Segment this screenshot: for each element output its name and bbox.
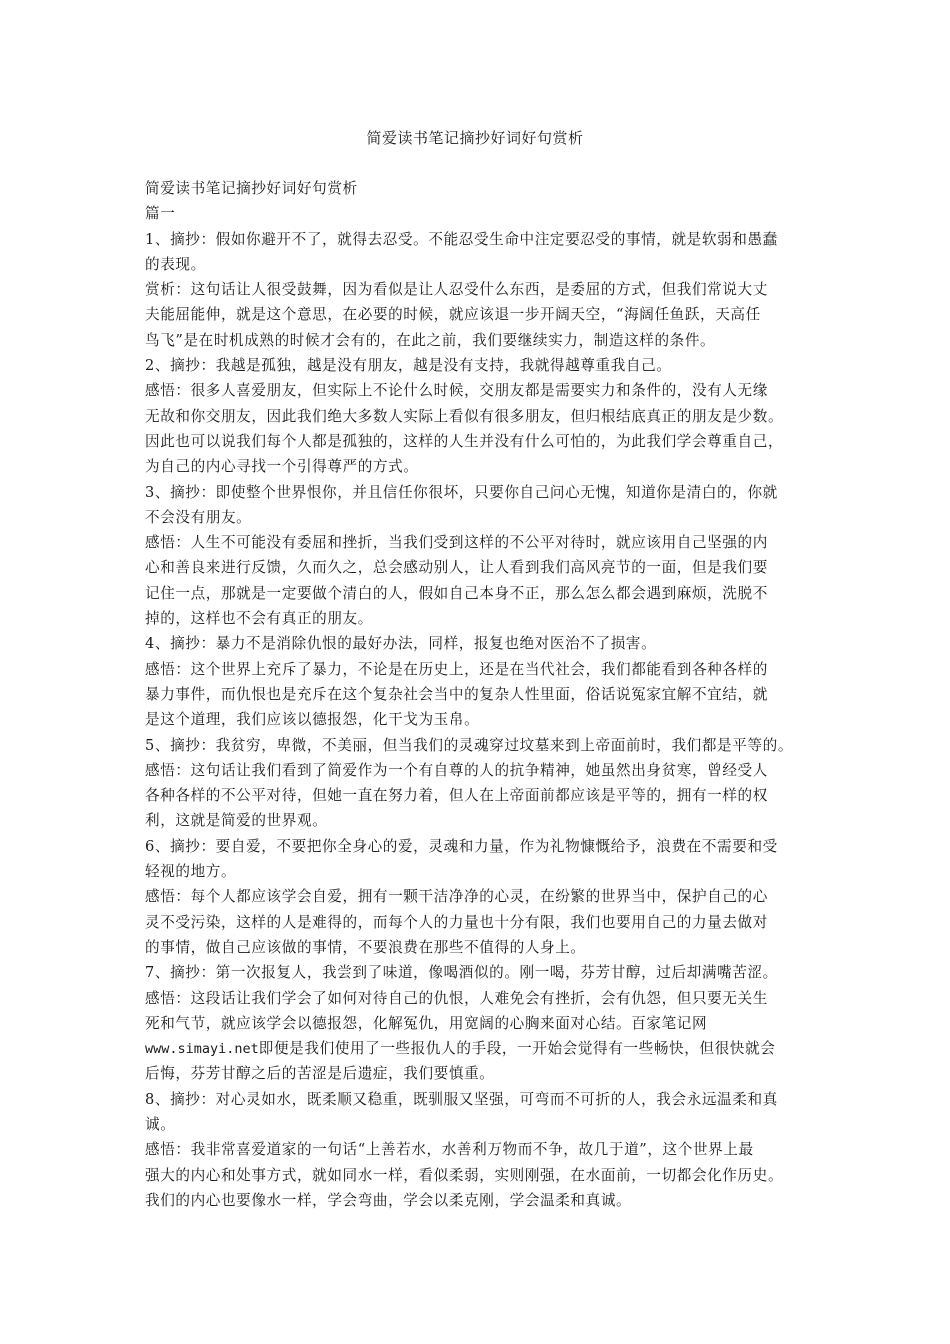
text-line: 1、摘抄：假如你避开不了，就得去忍受。不能忍受生命中注定要忍受的事情，就是软弱和愚蠢 — [145, 230, 778, 248]
text-line: 心和善良来进行反馈，久而久之，总会感动别人，让人看到我们高风亮节的一面，但是我们要 — [145, 559, 768, 577]
text-line: 灵不受污染，这样的人是难得的，而每个人的力量也十分有限，我们也要用自己的力量去做对 — [145, 913, 768, 931]
text-line: 5、摘抄：我贫穷，卑微，不美丽，但当我们的灵魂穿过坟墓来到上帝面前时，我们都是平等的。 — [145, 736, 794, 754]
text-line: 感悟：这段话让我们学会了如何对待自己的仇恨，人难免会有挫折，会有仇怨，但只要无关生 — [145, 989, 768, 1007]
text-line: 7、摘抄：第一次报复人，我尝到了味道，像喝酒似的。刚一喝，芬芳甘醇，过后却满嘴苦涩。 — [145, 964, 778, 982]
text-line: 2、摘抄：我越是孤独，越是没有朋友，越是没有支持，我就得越尊重我自己。 — [145, 357, 672, 375]
text-line: 4、摘抄：暴力不是消除仇恨的最好办法，同样，报复也绝对医治不了损害。 — [145, 635, 657, 653]
text-line: 我们的内心也要像水一样，学会弯曲，学会以柔克刚，学会温柔和真诚。 — [145, 1191, 632, 1209]
text-line: 感悟：人生不可能没有委屈和挫折，当我们受到这样的不公平对待时，就应该用自己坚强的内 — [145, 534, 768, 552]
text-line: 3、摘抄：即使整个世界恨你，并且信任你很坏，只要你自己问心无愧，知道你是清白的，你就 — [145, 483, 778, 501]
section-label: 篇一 — [145, 205, 176, 223]
text-line: 后悔，芬芳甘醇之后的苦涩是后遗症，我们要慎重。 — [145, 1065, 495, 1083]
text-line-with-url — [145, 1036, 813, 1061]
text-line: 感悟：这句话让我们看到了简爱作为一个有自尊的人的抗争精神，她虽然出身贫寒，曾经受人 — [145, 761, 768, 779]
text-line: 不会没有朋友。 — [145, 508, 252, 526]
text-line: 无故和你交朋友，因此我们绝大多数人实际上看似有很多朋友，但归根结底真正的朋友是少数。 — [145, 407, 784, 425]
text-line: 诚。 — [145, 1115, 176, 1133]
text-line: 的事情，做自己应该做的事情，不要浪费在那些不值得的人身上。 — [145, 938, 586, 956]
text-line: 死和气节，就应该学会以德报怨，化解冤仇，用宽阔的心胸来面对心结。百家笔记网 — [145, 1014, 708, 1032]
text-line: 利，这就是简爱的世界观。 — [145, 812, 328, 830]
text-line: 强大的内心和处事方式，就如同水一样，看似柔弱，实则刚强，在水面前，一切都会化作历史。 — [145, 1166, 784, 1184]
text-line-rest: 即便是我们使用了一些报仇人的手段，一开始会觉得有一些畅快，但很快就会 — [258, 1040, 776, 1058]
text-line: 的表现。 — [145, 255, 206, 273]
text-line: 赏析：这句话让人很受鼓舞，因为看似是让人忍受什么东西，是委屈的方式，但我们常说大丈 — [145, 281, 768, 299]
text-line: 是这个道理，我们应该以德报怨，化干戈为玉帛。 — [145, 711, 480, 729]
text-line: 鸟飞”是在时机成熟的时候才会有的，在此之前，我们要继续实力，制造这样的条件。 — [145, 331, 716, 349]
text-line: 6、摘抄：要自爱，不要把你全身心的爱，灵魂和力量，作为礼物慷慨给予，浪费在不需要和受 — [145, 837, 778, 855]
text-line: 记住一点，那就是一定要做个清白的人，假如自己本身不正，那么怎么都会遇到麻烦，洗脱不 — [145, 584, 768, 602]
body-heading: 简爱读书笔记摘抄好词好句赏析 — [145, 180, 358, 197]
text-line: 因此也可以说我们每个人都是孤独的，这样的人生并没有什么可怕的，为此我们学会尊重自己， — [145, 432, 784, 450]
page-title: 简爱读书笔记摘抄好词好句赏析 — [366, 129, 584, 147]
text-line: 为自己的内心寻找一个引得尊严的方式。 — [145, 458, 419, 476]
text-line: 感悟：每个人都应该学会自爱，拥有一颗干洁净净的心灵，在纷繁的世界当中，保护自己的心 — [145, 888, 768, 906]
text-line: 掉的，这样也不会有真正的朋友。 — [145, 610, 373, 628]
text-line: 夫能屈能伸，就是这个意思，在必要的时候，就应该退一步开阔天空，“海阔任鱼跃，天高任 — [145, 306, 761, 324]
document-body — [145, 176, 813, 1213]
text-line: 感悟：很多人喜爱朋友，但实际上不论什么时候，交朋友都是需要实力和条件的，没有人无缘 — [145, 382, 768, 400]
text-line: 各种各样的不公平对待，但她一直在努力着，但人在上帝面前都应该是平等的，拥有一样的权 — [145, 787, 768, 805]
text-line: 感悟：我非常喜爱道家的一句话“上善若水，水善利万物而不争，故几于道”，这个世界上最 — [145, 1141, 754, 1159]
text-line: 感悟：这个世界上充斥了暴力，不论是在历史上，还是在当代社会，我们都能看到各种各样的 — [145, 660, 768, 678]
text-line: 暴力事件，而仇恨也是充斥在这个复杂社会当中的复杂人性里面，俗话说冤家宜解不宜结，就 — [145, 685, 768, 703]
text-line: 轻视的地方。 — [145, 863, 237, 881]
text-line: 8、摘抄：对心灵如水，既柔顺又稳重，既驯服又坚强，可弯而不可折的人，我会永远温柔和真 — [145, 1090, 778, 1108]
site-url: www.simayi.net — [145, 1041, 259, 1058]
